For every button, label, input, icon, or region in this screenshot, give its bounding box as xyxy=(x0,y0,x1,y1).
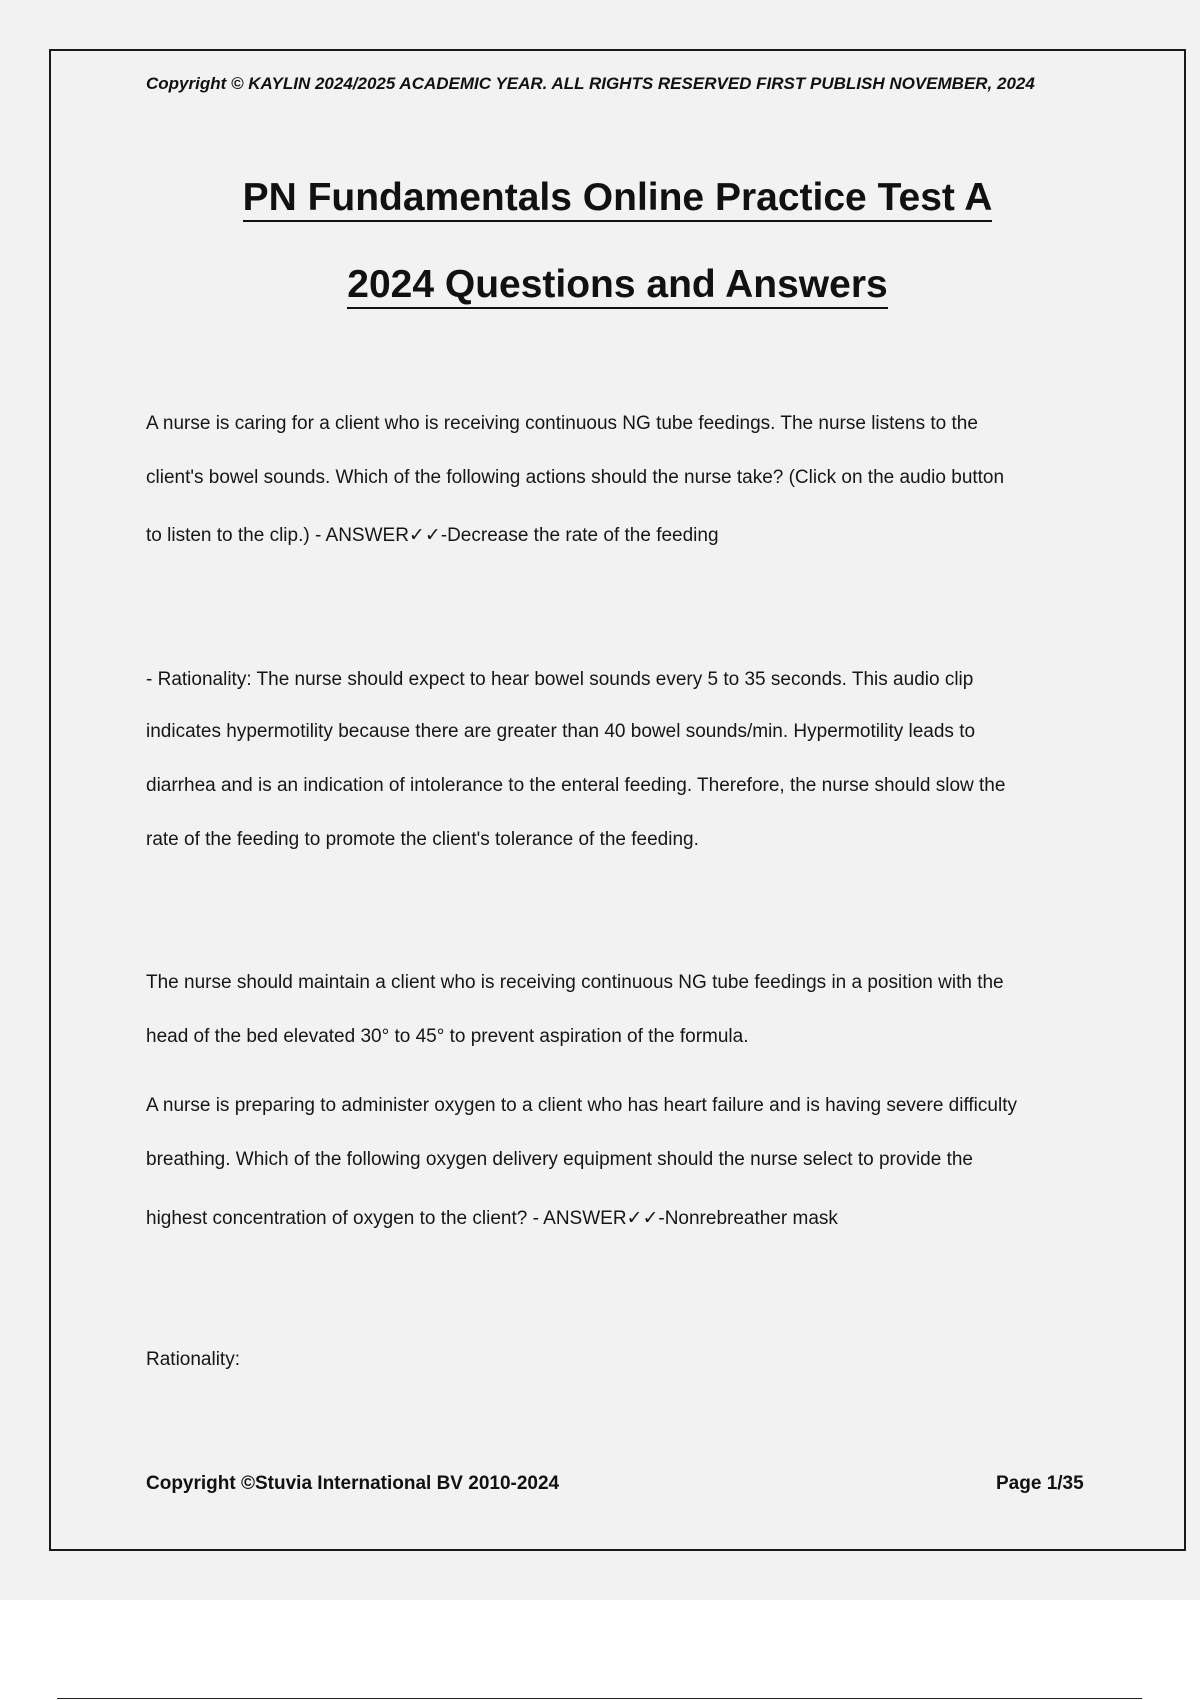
question-1-line-3: to listen to the clip.) - ANSWER✓✓-Decrease the rate of the feeding xyxy=(146,525,719,546)
rationale-1-line-3: diarrhea and is an indication of intolerance to the enteral feeding. Therefore, the nurse should slow the xyxy=(146,775,1006,796)
question-2-line-3: highest concentration of oxygen to the client? - ANSWER✓✓-Nonrebreather mask xyxy=(146,1208,838,1229)
rationale-1-line-4: rate of the feeding to promote the client's tolerance of the feeding. xyxy=(146,829,699,850)
rationale-1-line-2: indicates hypermotility because there are greater than 40 bowel sounds/min. Hypermotility leads to xyxy=(146,721,976,742)
document-title-line-1 xyxy=(120,174,1115,222)
document-title-text-1: PN Fundamentals Online Practice Test A xyxy=(243,176,993,222)
question-2-line-1: A nurse is preparing to administer oxygen to a client who has heart failure and is having severe difficulty xyxy=(146,1095,1017,1116)
question-1-line-2: client's bowel sounds. Which of the following actions should the nurse take? (Click on the audio button xyxy=(146,467,1005,488)
page-number: Page 1/35 xyxy=(996,1473,1084,1494)
rationale-1-line-1: - Rationality: The nurse should expect to hear bowel sounds every 5 to 35 seconds. This audio clip xyxy=(146,669,974,690)
header-copyright: Copyright © KAYLIN 2024/2025 ACADEMIC YEAR. ALL RIGHTS RESERVED FIRST PUBLISH NOVEMBER, 2024 xyxy=(146,74,1035,93)
document-title-text-2: 2024 Questions and Answers xyxy=(347,263,887,309)
footer-copyright: Copyright ©Stuvia International BV 2010-2024 xyxy=(146,1473,560,1494)
question-2-line-2: breathing. Which of the following oxygen delivery equipment should the nurse select to provide the xyxy=(146,1149,973,1170)
rationale-2-label: Rationality: xyxy=(146,1349,240,1370)
document-title-line-2 xyxy=(120,261,1115,309)
question-1-line-1: A nurse is caring for a client who is receiving continuous NG tube feedings. The nurse listens to the xyxy=(146,413,978,434)
note-line-2: head of the bed elevated 30° to 45° to prevent aspiration of the formula. xyxy=(146,1026,749,1047)
note-line-1: The nurse should maintain a client who is receiving continuous NG tube feedings in a position with the xyxy=(146,972,1004,993)
next-page-top-rule xyxy=(57,1698,1142,1699)
